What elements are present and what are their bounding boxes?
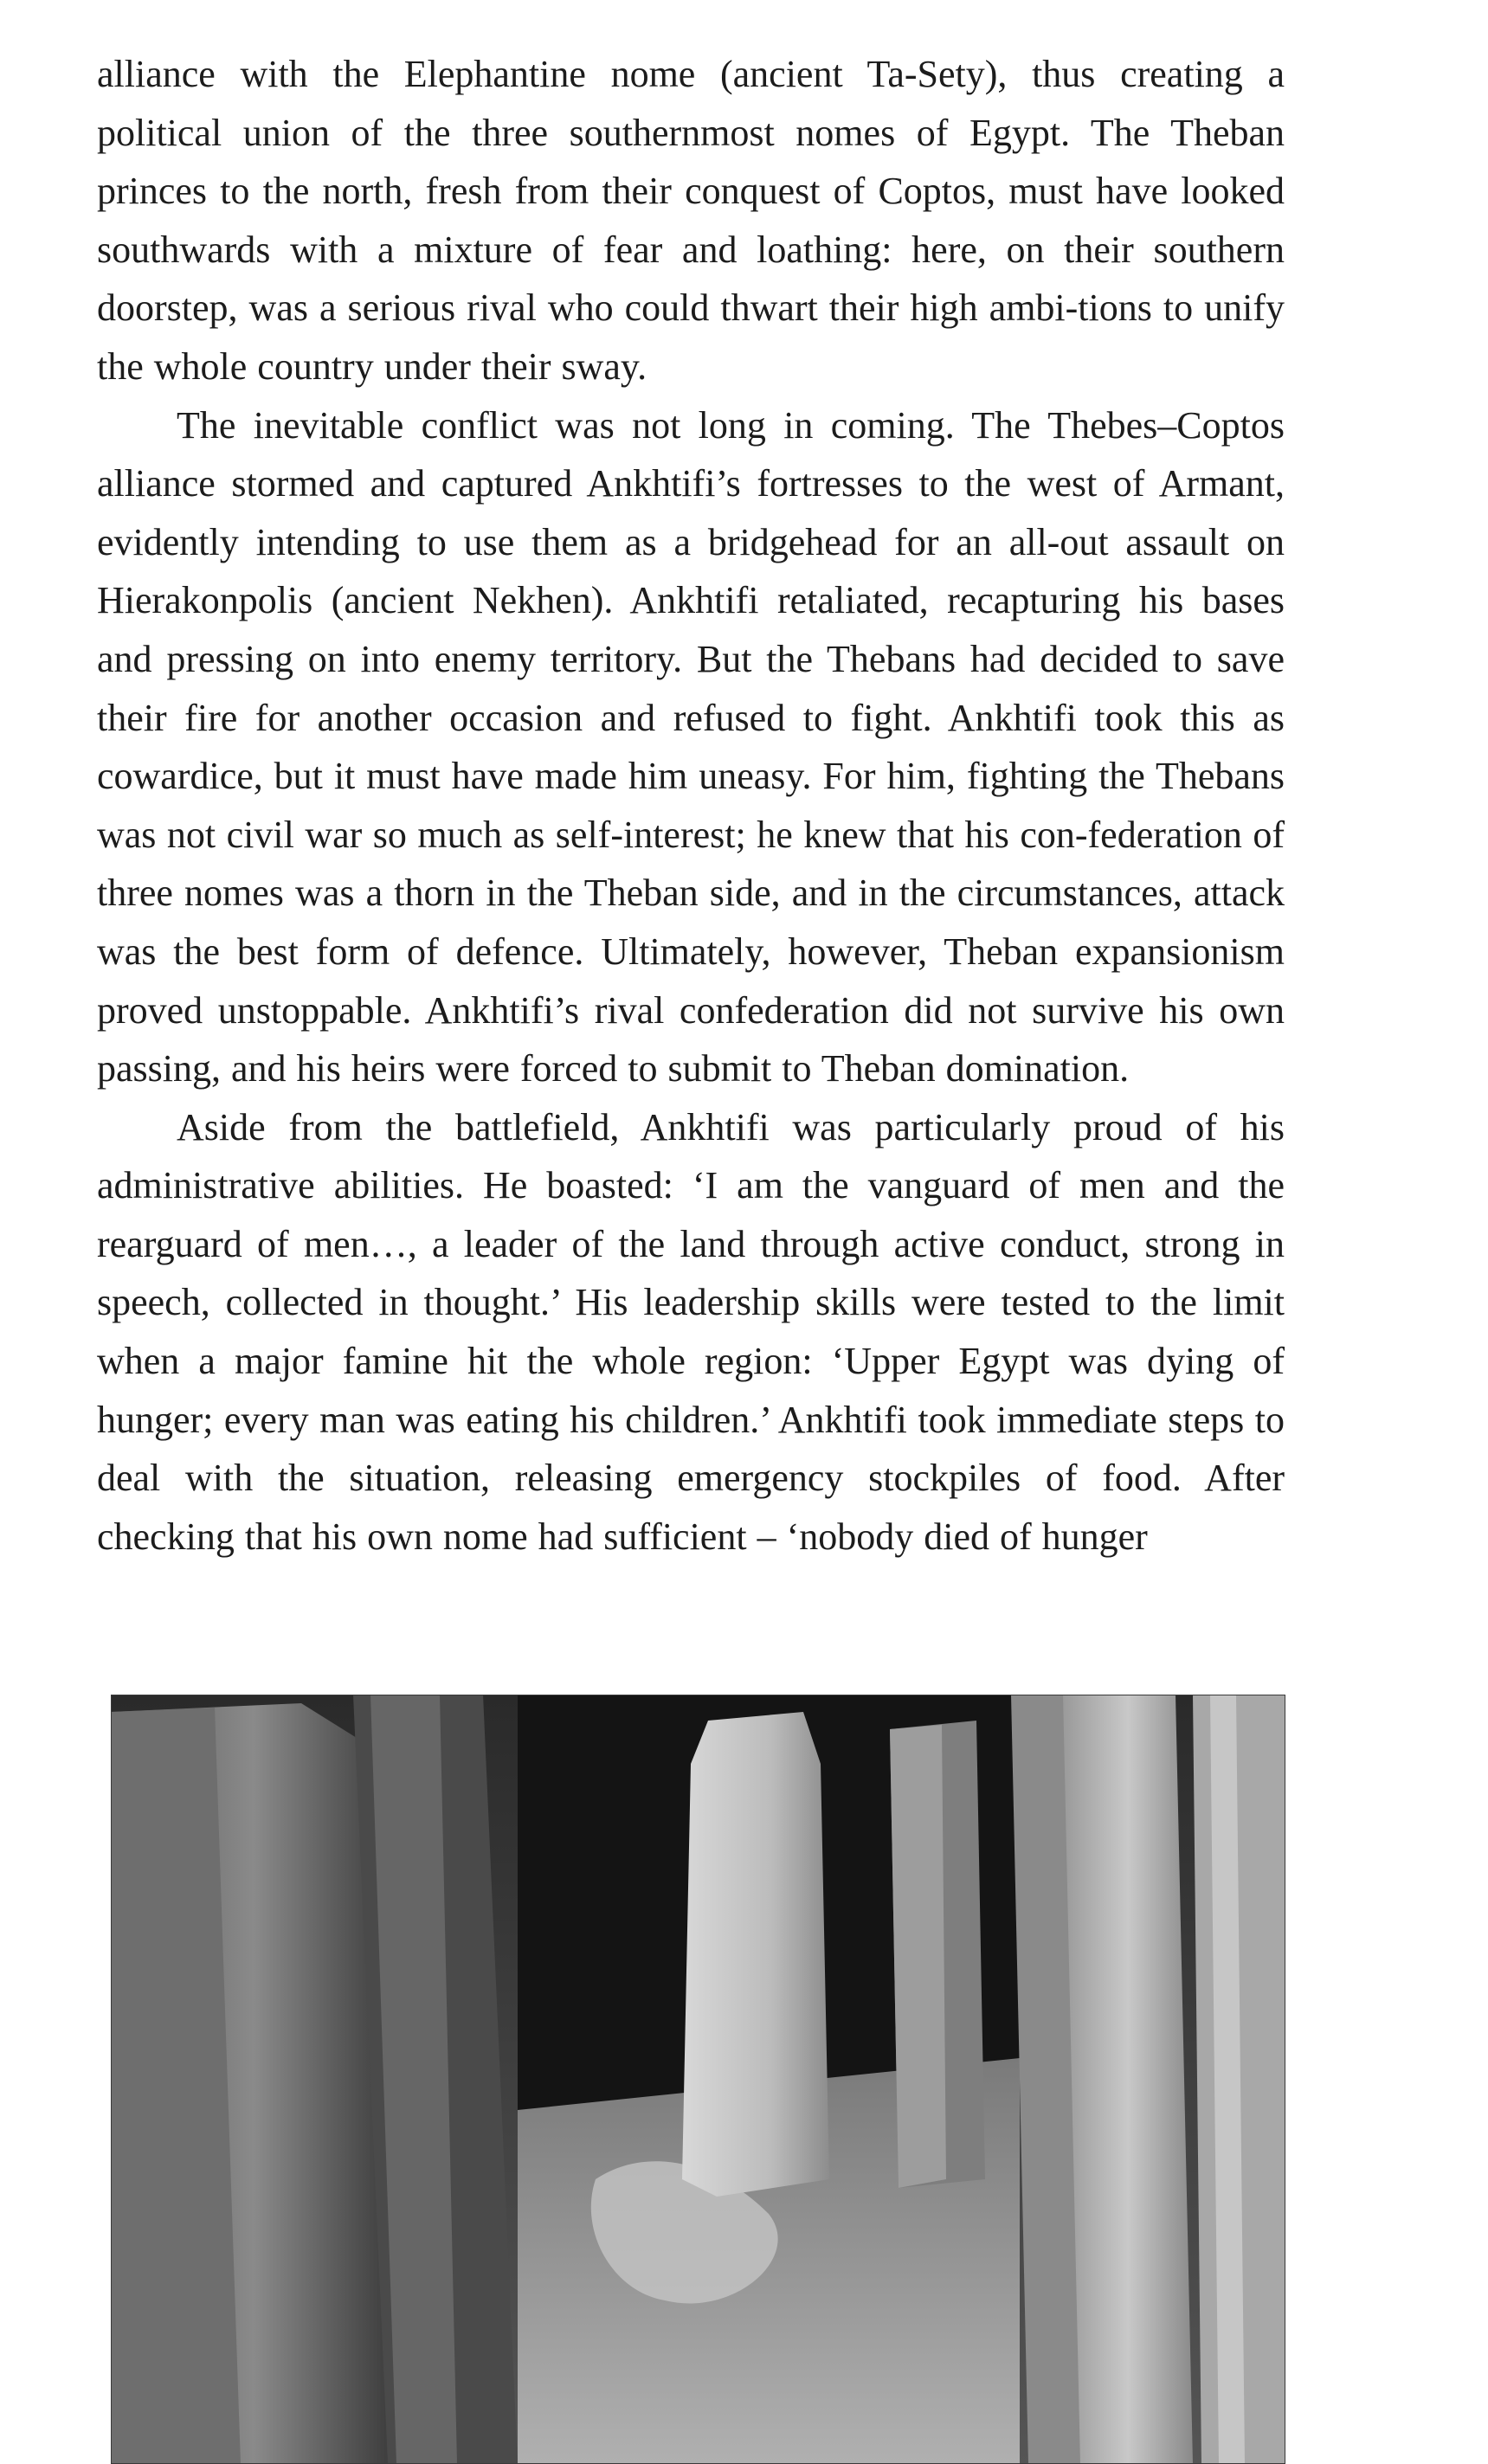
- paragraph-1: alliance with the Elephantine nome (ancient Ta-Sety), thus creating a political union of the three southernmost nomes of Egypt. The Theban princes to the north, fresh from their conquest of Coptos, must have looked southwards with a mixture of fear and loathing: here, on their southern doorstep, was a serious rival who could thwart their high ambi-tions to unify the whole country under their sway.: [97, 53, 1285, 388]
- body-text: [97, 45, 1285, 1566]
- paragraph-2: The inevitable conflict was not long in coming. The Thebes–Coptos alliance stormed and captured Ankhtifi’s fortresses to the west of Armant, evidently intending to use them as a bridgehead for an all-out assault on Hierakonpolis (ancient Nekhen). Ankhtifi retaliated, recapturing his bases and pressing on into enemy territory. But the Thebans had decided to save their fire for another occasion and refused to fight. Ankhtifi took this as cowardice, but it must have made him uneasy. For him, fighting the Thebans was not civil war so much as self-interest; he knew that his con-federation of three nomes was a thorn in the Theban side, and in the circumstances, attack was the best form of defence. Ultimately, however, Theban expansionism proved unstoppable. Ankhtifi’s rival confederation did not survive his own passing, and his heirs were forced to submit to Theban domination.: [97, 403, 1285, 1090]
- photograph-illustration: [111, 1695, 1285, 2464]
- paragraph-3: Aside from the battlefield, Ankhtifi was particularly proud of his administrative abilities. He boasted: ‘I am the vanguard of men and the rearguard of men…, a leader of the land through active conduct, strong in speech, collected in thought.’ His leadership skills were tested to the limit when a major famine hit the whole region: ‘Upper Egypt was dying of hunger; every man was eating his children.’ Ankhtifi took immediate steps to deal with the situation, releasing emergency stockpiles of food. After checking that his own nome had sufficient – ‘nobody died of hunger: [97, 1105, 1285, 1558]
- tomb-pillars-photograph: [111, 1695, 1285, 2464]
